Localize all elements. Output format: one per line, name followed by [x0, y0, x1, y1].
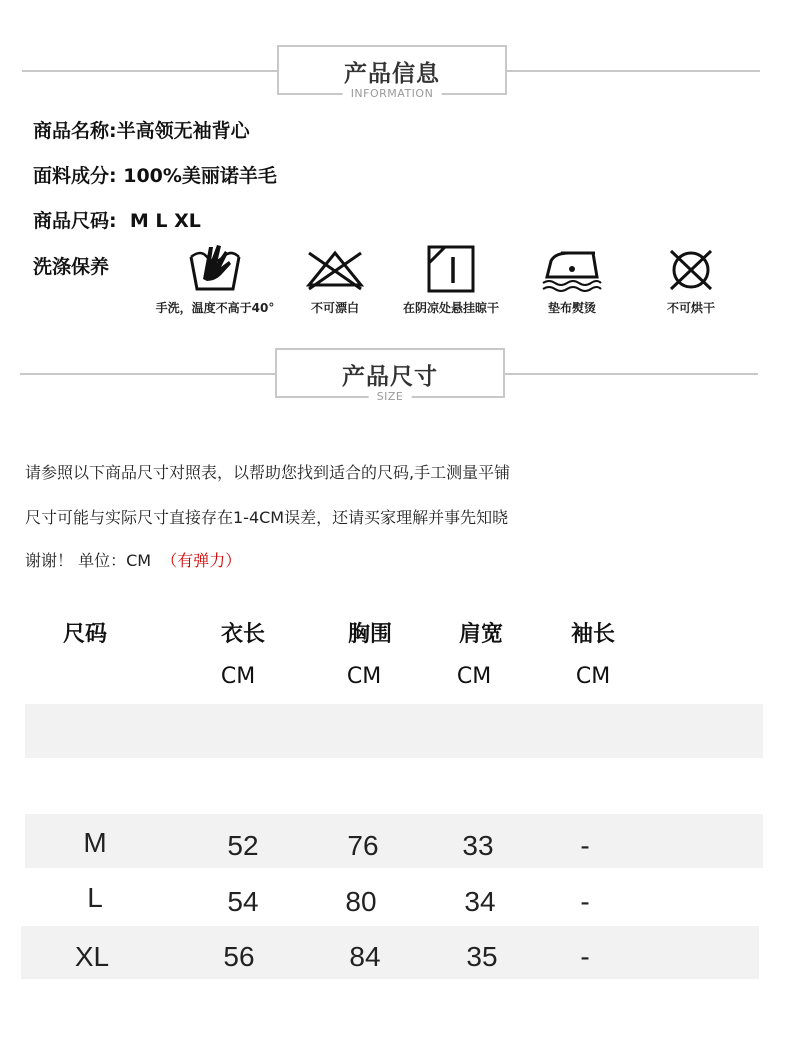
elastic-note: （有弹力） [161, 551, 242, 570]
cell-length: 54 [227, 886, 259, 917]
hand-wash-icon [187, 243, 243, 293]
size-note-line-2: 尺寸可能与实际尺寸直接存在1-4CM误差，还请买家理解并事先知晓 [25, 508, 509, 527]
cell-shoulder: 34 [464, 886, 496, 917]
no-bleach-icon [303, 243, 367, 293]
material-label: 面料成分: [33, 165, 117, 187]
care-item-hand-wash [145, 243, 285, 316]
cell-sleeve: - [580, 941, 590, 972]
no-tumble-dry-icon [663, 243, 719, 293]
material-value: 100%美丽诺羊毛 [123, 165, 277, 187]
section-header-info [277, 45, 507, 100]
care-label: 在阴凉处悬挂晾干 [402, 301, 499, 315]
size-line [33, 206, 201, 233]
table-band [25, 704, 763, 758]
section-subtitle: SIZE [369, 390, 412, 403]
care-label: 手洗，温度不高于40° [155, 301, 275, 315]
col-header-length: 衣长 [220, 622, 265, 647]
product-name-value: 半高领无袖背心 [116, 120, 250, 142]
cell-size: M [83, 827, 107, 858]
unit-note: 谢谢！ 单位：CM [25, 551, 152, 570]
care-label: 不可漂白 [310, 301, 359, 315]
cell-size: L [87, 882, 103, 913]
iron-with-cloth-icon [539, 243, 605, 293]
product-name-label: 商品名称: [33, 120, 117, 142]
section-subtitle: INFORMATION [343, 87, 442, 100]
care-item-line-dry [381, 243, 521, 316]
size-note-line-3 [25, 548, 241, 571]
col-unit: CM [575, 664, 611, 689]
care-item-no-tumble [621, 243, 761, 316]
section-title: 产品信息 [344, 61, 440, 87]
cell-shoulder: 35 [466, 941, 498, 972]
cell-length: 52 [227, 830, 259, 861]
cell-size: XL [74, 941, 110, 972]
section-rule-right [504, 373, 758, 375]
size-label: 商品尺码: [33, 210, 117, 232]
section-title: 产品尺寸 [342, 364, 438, 390]
line-dry-shade-icon [425, 243, 477, 293]
cell-length: 56 [223, 941, 255, 972]
col-unit: CM [220, 664, 256, 689]
section-rule-right [506, 70, 760, 72]
care-label: 垫布熨烫 [547, 301, 596, 315]
care-heading: 洗涤保养 [33, 256, 110, 278]
cell-chest: 80 [345, 886, 377, 917]
col-header-size: 尺码 [62, 622, 107, 647]
section-rule-left [22, 70, 278, 72]
cell-chest: 76 [347, 830, 379, 861]
col-unit: CM [456, 664, 492, 689]
section-header-size [275, 348, 505, 403]
cell-sleeve: - [580, 886, 590, 917]
col-header-shoulder: 肩宽 [458, 622, 503, 647]
col-unit: CM [346, 664, 382, 689]
section-rule-left [20, 373, 276, 375]
care-label: 不可烘干 [666, 301, 715, 315]
material-line [33, 161, 277, 188]
size-value: M L XL [129, 210, 201, 232]
cell-shoulder: 33 [462, 830, 494, 861]
product-name-line [33, 116, 250, 143]
size-note-line-1: 请参照以下商品尺寸对照表，以帮助您找到适合的尺码,手工测量平铺 [25, 463, 511, 482]
cell-sleeve: - [580, 830, 590, 861]
cell-chest: 84 [349, 941, 381, 972]
col-header-sleeve: 袖长 [570, 622, 615, 647]
col-header-chest: 胸围 [347, 622, 392, 647]
